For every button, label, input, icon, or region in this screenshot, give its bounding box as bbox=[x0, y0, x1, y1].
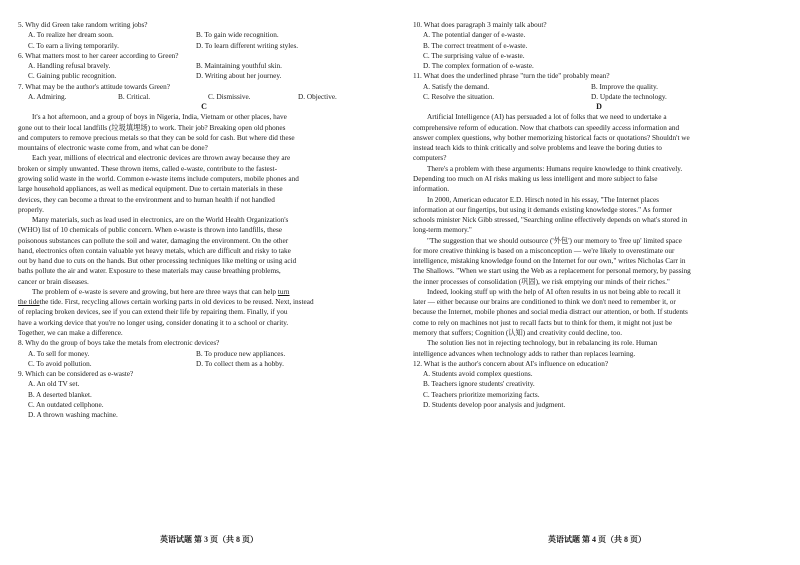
option-11a[interactable]: A. Satisfy the demand. bbox=[423, 82, 490, 91]
option-7a[interactable]: A. Admiring. bbox=[28, 92, 67, 101]
passage-c-line: It's a hot afternoon, and a group of boys in Nigeria, India, Vietnam or other places, have bbox=[32, 113, 287, 122]
passage-d-line: schools minister Nick Gibb stressed, "Searching online effectively depends on what's stored in bbox=[413, 216, 688, 225]
passage-c-underline-line-2 bbox=[18, 297, 390, 307]
passage-d-line: comprehensive reform of education. Now that chatbots can speedily access information and bbox=[413, 123, 680, 132]
option-6b[interactable]: B. Maintaining youthful skin. bbox=[196, 62, 282, 71]
option-10c[interactable]: C. The surprising value of e-waste. bbox=[423, 51, 525, 60]
option-9a[interactable]: A. An old TV set. bbox=[28, 380, 80, 389]
passage-c-line: poisonous substances can pollute the soil and water, damaging the environment. On the other bbox=[18, 236, 289, 245]
passage-d-line: "The suggestion that we should outsource ('外包') our memory to 'free up' limited space bbox=[427, 236, 682, 245]
passage-c-underline-line bbox=[18, 287, 390, 297]
passage-c-text: The problem of e-waste is severe and growing, but here are three ways that can help bbox=[32, 287, 278, 296]
passage-c-line: devices, they can become a threat to the environment and to human health if not handled bbox=[18, 195, 275, 204]
passage-d-line: because the Internet, mobile phones and social media distract our attention, or both. If students bbox=[413, 308, 688, 317]
option-5a[interactable]: A. To realize her dream soon. bbox=[28, 31, 114, 40]
option-12c[interactable]: C. Teachers prioritize memorizing facts. bbox=[423, 390, 540, 399]
passage-c-line: of replacing broken devices, see if you can extend their life by repairing them. Finally, if you bbox=[18, 308, 288, 317]
passage-d-line: answer complex questions, why bother memorizing historical facts or quotations? Shouldn't we bbox=[413, 133, 690, 142]
underlined-phrase-the-tide: the tide bbox=[18, 298, 40, 307]
passage-c-line: baths pollute the air and water. Exposure to these materials may cause breathing problems, bbox=[18, 267, 281, 276]
question-7-stem: 7. What may be the author's attitude towards Green? bbox=[18, 82, 170, 91]
option-5c[interactable]: C. To earn a living temporarily. bbox=[28, 41, 119, 50]
question-11-stem: 11. What does the underlined phrase "turn the tide" probably mean? bbox=[413, 72, 610, 81]
question-8-options-ab bbox=[18, 349, 390, 359]
option-9c[interactable]: C. An outdated cellphone. bbox=[28, 400, 104, 409]
underlined-phrase-turn: turn bbox=[277, 287, 290, 296]
passage-c-line: cancer or brain diseases. bbox=[18, 277, 89, 286]
section-d-heading: D bbox=[596, 102, 602, 112]
left-page bbox=[18, 20, 390, 420]
passage-d-line: Artificial Intelligence (AI) has persuaded a lot of folks that we need to undertake a bbox=[427, 113, 667, 122]
section-c-heading: C bbox=[201, 102, 207, 112]
option-7d[interactable]: D. Objective. bbox=[298, 92, 337, 101]
option-8a[interactable]: A. To sell for money. bbox=[28, 349, 90, 358]
passage-c-line: gone out to their local landfills (垃圾填埋场) to work. Their job? Breaking open old phones bbox=[18, 123, 286, 132]
passage-d-line: the inner processes of consolidation (巩固), we risk emptying our minds of their riches." bbox=[413, 277, 670, 286]
option-9d[interactable]: D. A thrown washing machine. bbox=[28, 411, 118, 420]
question-6-stem: 6. What matters most to her career according to Green? bbox=[18, 51, 179, 60]
question-5-stem: 5. Why did Green take random writing jobs? bbox=[18, 21, 148, 29]
passage-c-line: broken or simply unwanted. These thrown items, called e-waste, contribute to the fastest- bbox=[18, 164, 277, 173]
passage-d-line: memory that suffers; Cognition (认知) and creativity could decline, too. bbox=[413, 328, 623, 337]
passage-c-line: large household appliances, as well as medical equipment. Due to certain materials in these bbox=[18, 185, 283, 194]
question-12-stem: 12. What is the author's concern about AI's influence on education? bbox=[413, 359, 609, 368]
passage-c-line: mountains of electronic waste come from, and what can be done? bbox=[18, 144, 208, 153]
option-10d[interactable]: D. The complex formation of e-waste. bbox=[423, 62, 534, 71]
passage-c-text: the tide. First, recycling allows certain working parts in old devices to be reused. Next, instead bbox=[39, 298, 314, 307]
question-7-options bbox=[18, 92, 390, 102]
page-footer-3: 英语试题 第 3 页（共 8 页） bbox=[160, 535, 258, 544]
option-5d[interactable]: D. To learn different writing styles. bbox=[196, 41, 299, 50]
option-12a[interactable]: A. Students avoid complex questions. bbox=[423, 370, 533, 379]
option-6a[interactable]: A. Handling refusal bravely. bbox=[28, 62, 111, 71]
question-11-options-ab bbox=[413, 82, 785, 92]
passage-d-line: The solution lies not in rejecting technology, but in rebalancing its role. Human bbox=[427, 339, 658, 348]
passage-d-line: There's a problem with these arguments: Humans require knowledge to think creatively. bbox=[427, 164, 683, 173]
passage-d-line: later — either because our brains are conditioned to think we don't need to remember it, or bbox=[413, 298, 676, 307]
option-8c[interactable]: C. To avoid pollution. bbox=[28, 359, 92, 368]
question-5-options-cd bbox=[18, 41, 390, 51]
question-6-options-cd bbox=[18, 71, 390, 81]
option-5b[interactable]: B. To gain wide recognition. bbox=[196, 31, 279, 40]
passage-d-line: come to rely on machines not just to recall facts but to think for them, it might not just be bbox=[413, 318, 672, 327]
question-9-stem: 9. Which can be considered as e-waste? bbox=[18, 370, 134, 379]
option-7b[interactable]: B. Critical. bbox=[118, 92, 151, 101]
passage-d-line: computers? bbox=[413, 154, 447, 163]
option-10b[interactable]: B. The correct treatment of e-waste. bbox=[423, 41, 528, 50]
passage-d-line: information. bbox=[413, 185, 450, 194]
passage-c-line: growing solid waste in the world. Common e-waste items include computers, mobile phones and bbox=[18, 174, 299, 183]
passage-d-line: In 2000, American educator E.D. Hirsch noted in his essay, "The Internet places bbox=[427, 195, 659, 204]
passage-d-line: intelligence, mistaking knowledge found on the Internet for our own," writes Nicholas Carr in bbox=[413, 257, 686, 266]
option-12d[interactable]: D. Students develop poor analysis and judgment. bbox=[423, 400, 566, 409]
option-11b[interactable]: B. Improve the quality. bbox=[591, 82, 658, 91]
passage-c-line: and computers to remove precious metals so that they can be sold for cash. But where did these bbox=[18, 133, 295, 142]
option-8b[interactable]: B. To produce new appliances. bbox=[196, 349, 286, 358]
passage-d-line: The Shallows. "When we start using the Web as a replacement for personal memory, by passing bbox=[413, 267, 691, 276]
option-12b[interactable]: B. Teachers ignore students' creativity. bbox=[423, 380, 535, 389]
question-8-stem: 8. Why do the group of boys take the metals from electronic devices? bbox=[18, 339, 220, 348]
question-10-stem: 10. What does paragraph 3 mainly talk about? bbox=[413, 21, 547, 29]
passage-c-line: out by hand due to cuts on the hands. But other processing techniques like melting or using acid bbox=[18, 257, 297, 266]
passage-c-line: Together, we can make a difference. bbox=[18, 328, 123, 337]
question-11-options-cd bbox=[413, 92, 785, 102]
passage-c-line: Many materials, such as lead used in electronics, are on the World Health Organization's bbox=[32, 216, 289, 225]
option-8d[interactable]: D. To collect them as a hobby. bbox=[196, 359, 284, 368]
option-9b[interactable]: B. A deserted blanket. bbox=[28, 390, 92, 399]
passage-d-line: instead teach kids to think critically and solve problems and leave the boring duties to bbox=[413, 144, 662, 153]
passage-c-line: properly. bbox=[18, 205, 44, 214]
passage-d-line: intelligence advances when technology adds to rather than replaces learning. bbox=[413, 349, 636, 358]
passage-d-line: long-term memory." bbox=[413, 226, 472, 235]
passage-d-line: information at our fingertips, but using it demands existing knowledge stores." As former bbox=[413, 205, 673, 214]
passage-d-line: Indeed, looking stuff up with the help of AI often results in us not being able to recall it bbox=[427, 287, 681, 296]
passage-c-line: hand, electronics often contain valuable yet heavy metals, which are difficult and risky to take bbox=[18, 246, 291, 255]
question-8-options-cd bbox=[18, 359, 390, 369]
passage-d-line: Depending too much on AI risks making us less intelligent and more subject to false bbox=[413, 174, 658, 183]
question-5-options-ab bbox=[18, 30, 390, 40]
passage-d-line: for more creative thinking is based on a misconception — we're likely to overestimate our bbox=[413, 246, 675, 255]
question-6-options-ab bbox=[18, 61, 390, 71]
option-6c[interactable]: C. Gaining public recognition. bbox=[28, 72, 117, 81]
passage-c-line: (WHO) list of 10 chemicals of public concern. When e-waste is thrown into landfills, these bbox=[18, 226, 283, 235]
passage-c-line: Each year, millions of electrical and electronic devices are thrown away because they are bbox=[32, 154, 291, 163]
option-7c[interactable]: C. Dismissive. bbox=[208, 92, 251, 101]
option-11d[interactable]: D. Update the technology. bbox=[591, 92, 667, 101]
passage-c-line: have a working device that you're no longer using, consider donating it to a school or charity. bbox=[18, 318, 289, 327]
right-page bbox=[413, 20, 785, 410]
option-10a[interactable]: A. The potential danger of e-waste. bbox=[423, 31, 526, 40]
option-11c[interactable]: C. Resolve the situation. bbox=[423, 92, 495, 101]
page-footer-4: 英语试题 第 4 页（共 8 页） bbox=[548, 535, 646, 544]
option-6d[interactable]: D. Writing about her journey. bbox=[196, 72, 282, 81]
